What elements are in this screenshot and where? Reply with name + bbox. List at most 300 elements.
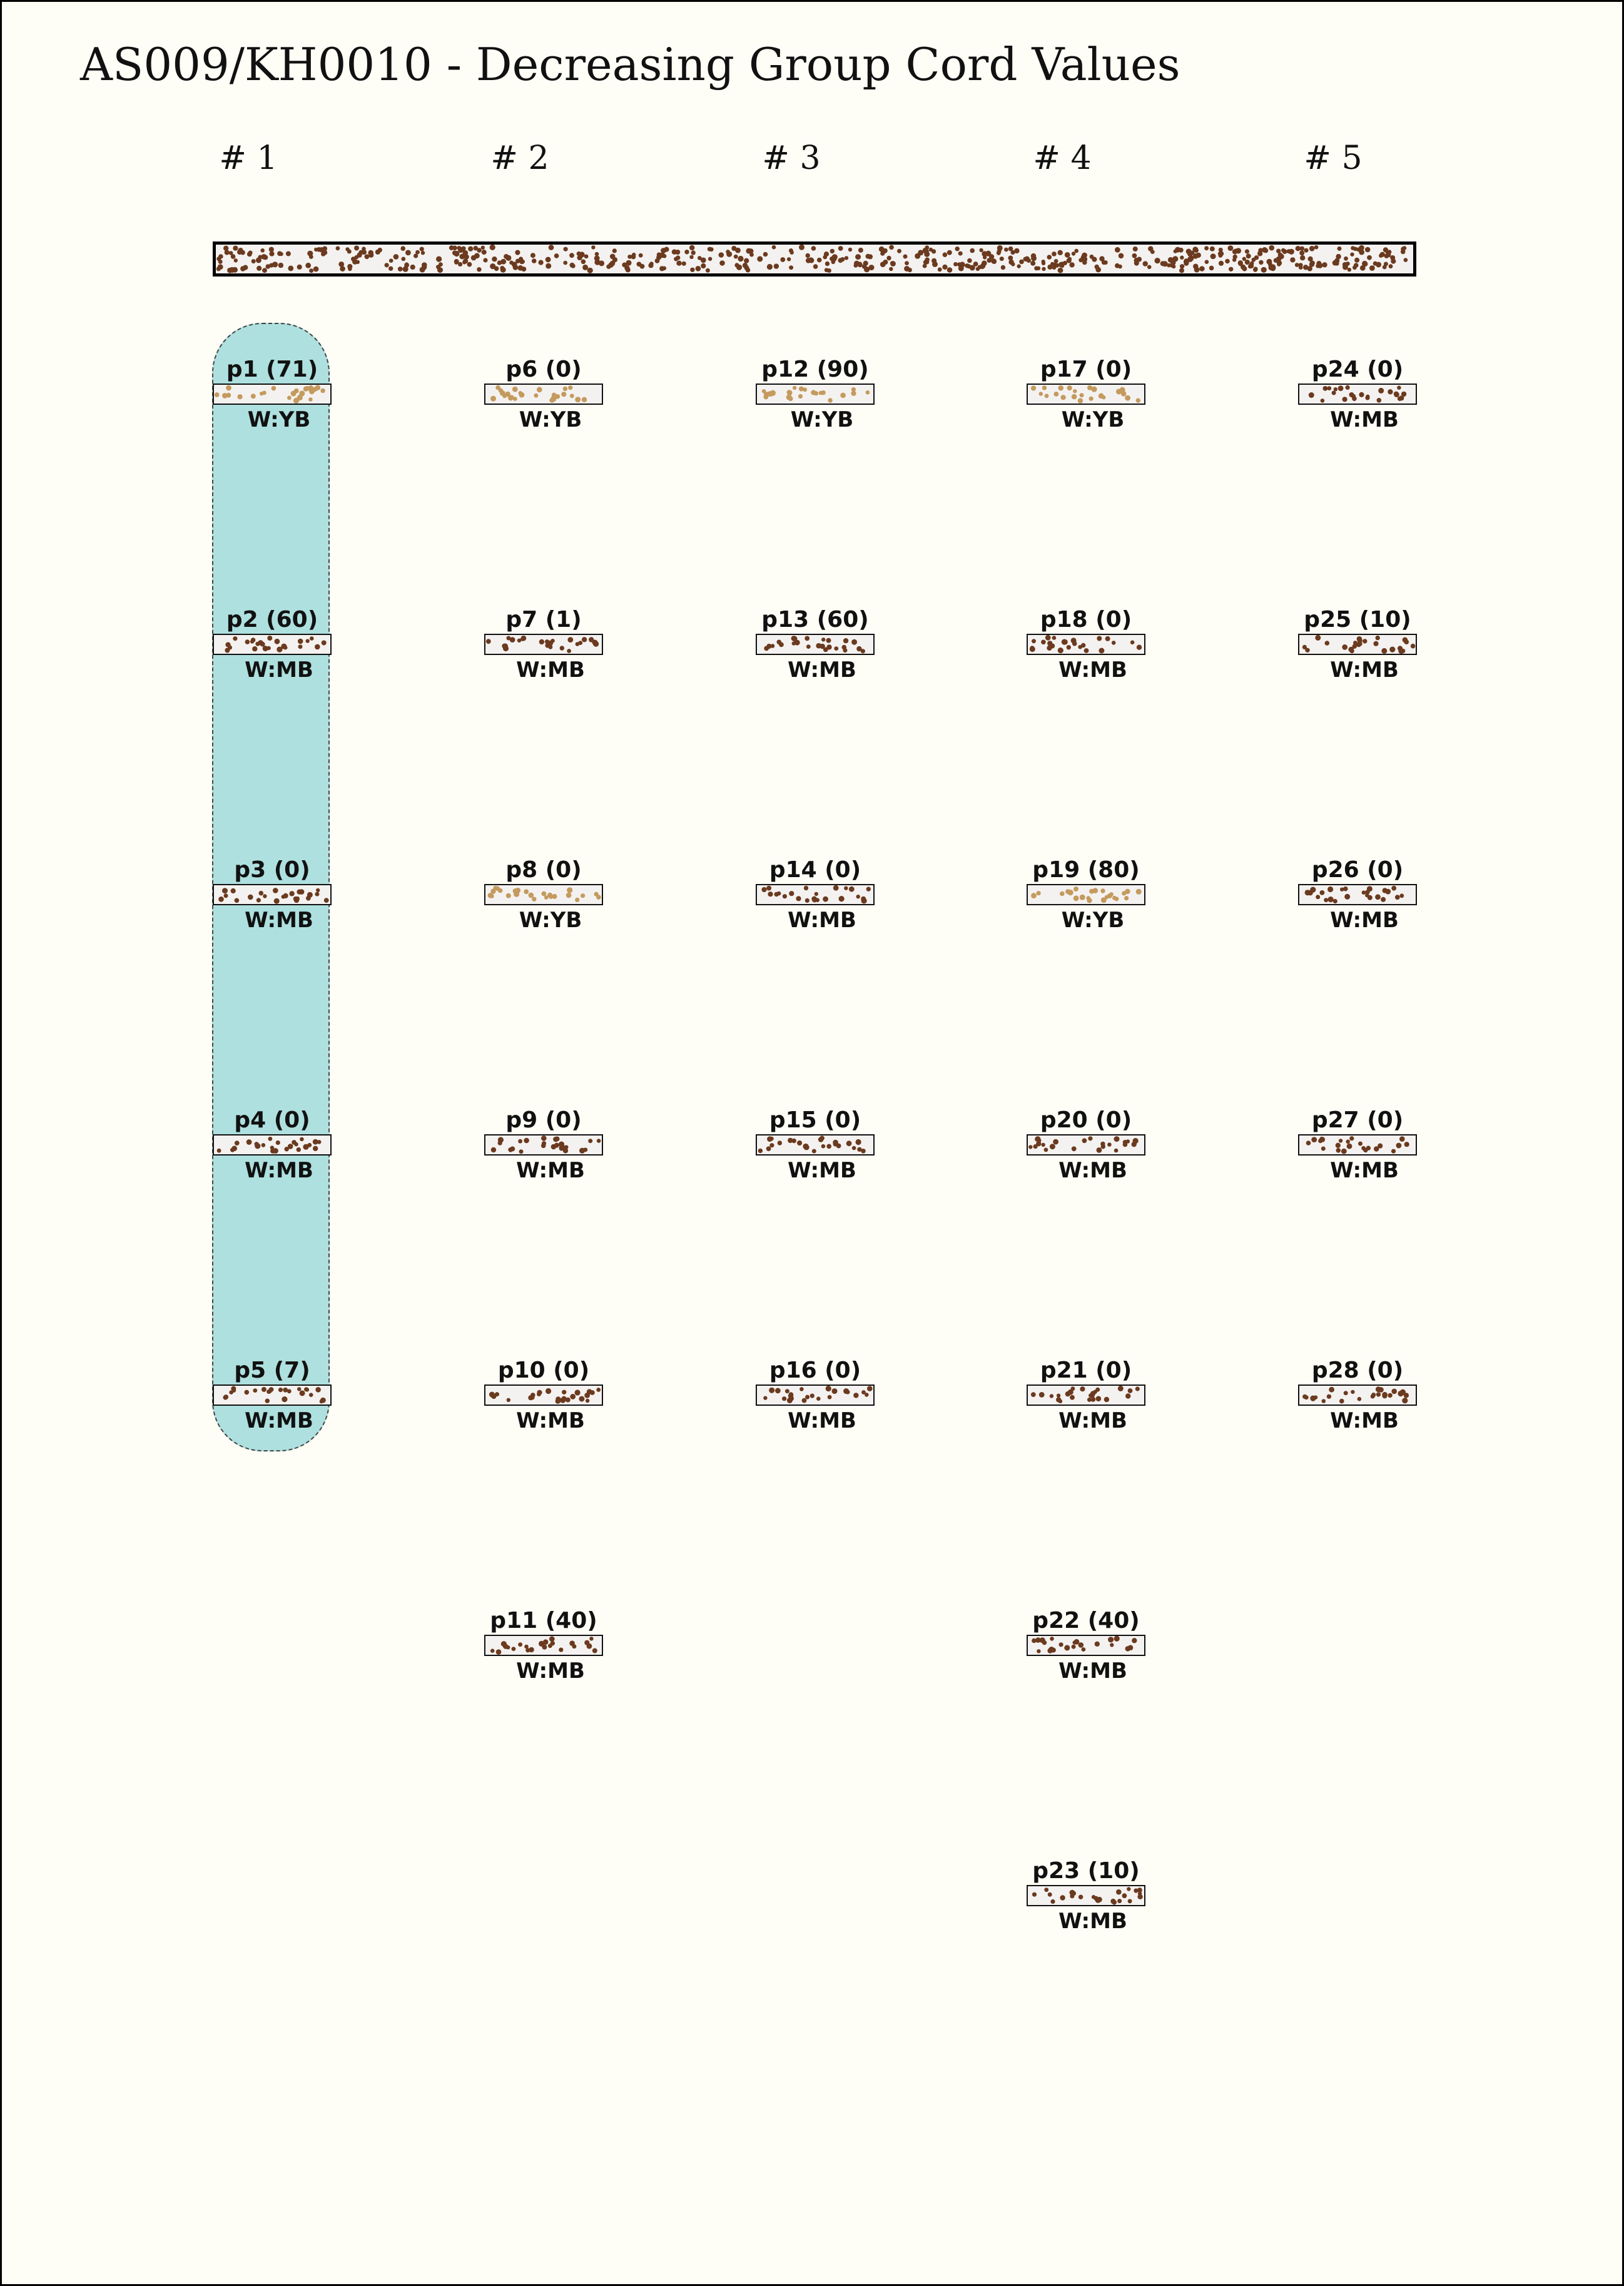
cord-fiber-dot (225, 648, 230, 653)
cord-fiber-dot (1209, 266, 1214, 271)
cord-fiber-dot (676, 261, 681, 266)
cord-fiber-dot (240, 266, 245, 271)
cord-fiber-dot (1367, 886, 1373, 892)
pendant-label: p10 (0) (497, 1358, 590, 1383)
cord-fiber-dot (622, 263, 627, 268)
cord-fiber-dot (1062, 639, 1068, 645)
cord-fiber-dot (246, 1139, 252, 1145)
cord-fiber-dot (1137, 257, 1142, 262)
cord-fiber-dot (840, 257, 845, 262)
cord-fiber-dot (1371, 1393, 1376, 1397)
cord-fiber-dot (365, 254, 370, 259)
pendant-label: p12 (90) (761, 357, 869, 382)
cord-fiber-dot (1104, 1397, 1109, 1402)
cord-fiber-dot (570, 394, 574, 398)
pendant-cord-bar (756, 884, 875, 905)
cord-fiber-dot (805, 1395, 809, 1400)
cord-fiber-dot (793, 386, 796, 390)
cord-fiber-dot (501, 1641, 507, 1647)
cord-fiber-dot (1333, 899, 1337, 903)
cord-fiber-dot (415, 250, 420, 255)
cord-fiber-dot (1204, 246, 1209, 250)
pendant-color: W:MB (1058, 1909, 1127, 1934)
cord-fiber-dot (767, 264, 773, 270)
pendant-cord (1298, 1356, 1417, 1436)
pendant-label: p14 (0) (769, 857, 861, 883)
pendant-color: W:MB (1330, 908, 1399, 933)
page-title: AS009/KH0010 - Decreasing Group Cord Values (80, 38, 1180, 91)
cord-fiber-dot (578, 641, 582, 645)
cord-fiber-dot (282, 1396, 287, 1402)
pendant-cord-texture (757, 635, 873, 654)
cord-fiber-dot (1030, 646, 1035, 652)
cord-fiber-dot (815, 892, 818, 896)
cord-fiber-dot (575, 397, 581, 402)
cord-fiber-dot (261, 1143, 266, 1147)
pendant-color: W:YB (1061, 407, 1125, 432)
cord-fiber-dot (866, 390, 870, 395)
cord-fiber-dot (1194, 248, 1199, 253)
cord-fiber-dot (1031, 893, 1037, 898)
cord-fiber-dot (813, 264, 818, 269)
cord-fiber-dot (518, 1139, 522, 1144)
cord-fiber-dot (388, 267, 393, 271)
cord-fiber-dot (1097, 636, 1102, 641)
cord-fiber-dot (582, 265, 588, 270)
cord-fiber-dot (1363, 1148, 1368, 1152)
cord-fiber-dot (263, 894, 266, 898)
cord-fiber-dot (454, 259, 459, 264)
cord-fiber-dot (1030, 261, 1035, 266)
cord-fiber-dot (844, 886, 848, 890)
cord-fiber-dot (797, 1140, 802, 1146)
cord-fiber-dot (1080, 895, 1085, 900)
cord-fiber-dot (313, 1146, 318, 1151)
cord-fiber-dot (1041, 640, 1046, 645)
cord-fiber-dot (410, 265, 415, 270)
cord-fiber-dot (1082, 1647, 1086, 1652)
cord-fiber-dot (979, 248, 983, 252)
cord-fiber-dot (338, 262, 344, 267)
cord-fiber-dot (398, 267, 403, 272)
pendant-cord-texture (485, 635, 602, 654)
cord-fiber-dot (492, 257, 497, 262)
cord-fiber-dot (519, 1149, 524, 1154)
cord-fiber-dot (856, 646, 861, 651)
cord-fiber-dot (595, 252, 599, 257)
cord-fiber-dot (763, 1396, 767, 1400)
cord-fiber-dot (1050, 1394, 1053, 1398)
cord-fiber-dot (820, 1135, 825, 1140)
cord-fiber-dot (1058, 250, 1063, 255)
cord-fiber-dot (1127, 1887, 1130, 1891)
cord-fiber-dot (529, 893, 534, 898)
cord-fiber-dot (1155, 258, 1160, 263)
cord-fiber-dot (300, 1137, 304, 1142)
cord-fiber-dot (903, 255, 908, 259)
pendant-cord-bar (213, 384, 332, 405)
cord-fiber-dot (582, 637, 587, 642)
cord-fiber-dot (563, 387, 567, 391)
cord-fiber-dot (1373, 641, 1378, 646)
cord-fiber-dot (1125, 1393, 1130, 1398)
cord-fiber-dot (1210, 246, 1215, 251)
cord-fiber-dot (726, 250, 730, 254)
cord-fiber-dot (789, 1396, 794, 1401)
cord-fiber-dot (758, 1149, 763, 1153)
cord-fiber-dot (546, 263, 551, 269)
pendant-label: p4 (0) (234, 1107, 310, 1133)
cord-fiber-dot (273, 888, 278, 893)
cord-fiber-dot (1300, 255, 1305, 260)
pendant-cord (1298, 606, 1417, 685)
cord-fiber-dot (1078, 1642, 1084, 1648)
cord-fiber-dot (504, 254, 509, 259)
cord-fiber-dot (385, 263, 389, 267)
cord-fiber-dot (612, 248, 617, 253)
cord-fiber-dot (322, 641, 327, 646)
cord-fiber-dot (1321, 1147, 1326, 1151)
cord-fiber-dot (1341, 1149, 1347, 1154)
cord-fiber-dot (1042, 267, 1045, 271)
pendant-cord-bar (756, 1384, 875, 1406)
cord-fiber-dot (632, 253, 636, 257)
cord-fiber-dot (467, 262, 472, 267)
cord-fiber-dot (355, 255, 359, 260)
pendant-cord-texture (1028, 1386, 1144, 1405)
cord-fiber-dot (1337, 246, 1342, 251)
cord-fiber-dot (506, 893, 511, 898)
pendant-label: p5 (7) (234, 1358, 310, 1383)
cord-fiber-dot (1014, 248, 1019, 253)
cord-fiber-dot (1168, 257, 1174, 263)
pendant-cord (213, 1356, 332, 1436)
cord-fiber-dot (1397, 386, 1401, 390)
cord-fiber-dot (490, 396, 496, 402)
pendant-color: W:MB (245, 1158, 313, 1183)
cord-fiber-dot (1287, 249, 1291, 253)
cord-fiber-dot (556, 394, 561, 399)
cord-fiber-dot (1334, 387, 1337, 391)
cord-fiber-dot (1031, 385, 1036, 390)
pendant-cord-texture (485, 885, 602, 904)
cord-fiber-dot (1347, 1144, 1352, 1149)
pendant-label: p24 (0) (1311, 357, 1404, 382)
cord-fiber-dot (828, 1395, 832, 1400)
cord-fiber-dot (287, 396, 292, 400)
cord-fiber-dot (1136, 398, 1140, 402)
pendant-cord-bar (484, 884, 603, 905)
pendant-cord (1027, 1607, 1145, 1686)
cord-fiber-dot (1033, 1144, 1038, 1149)
cord-fiber-dot (789, 891, 794, 896)
cord-fiber-dot (1097, 1897, 1102, 1902)
cord-fiber-dot (880, 251, 885, 256)
pendant-cord-texture (485, 1636, 602, 1655)
cord-fiber-dot (858, 262, 862, 266)
cord-fiber-dot (556, 1399, 561, 1404)
cord-fiber-dot (542, 1645, 547, 1650)
cord-fiber-dot (766, 1146, 771, 1151)
cord-fiber-dot (1054, 392, 1059, 397)
cord-fiber-dot (889, 245, 894, 250)
pendant-cord-texture (1028, 385, 1144, 404)
cord-fiber-dot (1342, 397, 1347, 402)
pendant-cord (213, 1106, 332, 1186)
cord-fiber-dot (222, 888, 228, 893)
cord-fiber-dot (1328, 897, 1334, 902)
pendant-label: p13 (60) (761, 607, 869, 632)
cord-fiber-dot (1114, 1136, 1120, 1142)
cord-fiber-dot (1403, 638, 1408, 643)
cord-fiber-dot (477, 267, 481, 272)
cord-fiber-dot (1187, 257, 1193, 262)
cord-fiber-dot (827, 268, 831, 273)
cord-fiber-dot (798, 394, 803, 399)
cord-fiber-dot (768, 892, 773, 897)
cord-fiber-dot (811, 897, 817, 902)
cord-fiber-dot (230, 1148, 235, 1152)
cord-fiber-dot (1052, 251, 1057, 257)
cord-fiber-dot (1351, 246, 1355, 250)
cord-fiber-dot (1058, 268, 1063, 273)
cord-fiber-dot (347, 250, 352, 254)
pendant-cord-bar (756, 384, 875, 405)
cord-fiber-dot (282, 895, 285, 898)
cord-fiber-dot (588, 1139, 592, 1143)
cord-fiber-dot (879, 246, 885, 252)
cord-fiber-dot (503, 644, 508, 649)
pendant-cord-texture (214, 635, 330, 654)
cord-fiber-dot (825, 262, 830, 266)
cord-fiber-dot (610, 254, 616, 260)
cord-fiber-dot (1042, 260, 1045, 263)
cord-fiber-dot (252, 646, 257, 651)
cord-fiber-dot (297, 890, 302, 895)
cord-fiber-dot (1304, 248, 1308, 253)
pendant-cord-texture (1299, 885, 1416, 904)
cord-fiber-dot (1325, 641, 1330, 646)
cord-fiber-dot (943, 252, 948, 257)
cord-fiber-dot (1389, 264, 1393, 268)
cord-fiber-dot (1228, 245, 1234, 251)
cord-fiber-dot (436, 257, 442, 262)
pendant-cord-texture (757, 1135, 873, 1154)
cord-fiber-dot (857, 1147, 861, 1152)
cord-fiber-dot (591, 245, 595, 249)
pendant-cord-bar (1027, 1384, 1145, 1406)
cord-fiber-dot (532, 897, 536, 902)
cord-fiber-dot (1092, 1895, 1095, 1899)
cord-fiber-dot (627, 255, 632, 259)
cord-fiber-dot (1276, 257, 1282, 262)
cord-fiber-dot (251, 394, 256, 399)
cord-fiber-dot (1133, 246, 1138, 251)
cord-fiber-dot (555, 1137, 560, 1142)
cord-fiber-dot (1352, 265, 1357, 270)
cord-fiber-dot (832, 254, 838, 260)
cord-fiber-dot (834, 646, 838, 651)
cord-fiber-dot (227, 268, 233, 273)
cord-fiber-dot (421, 251, 425, 255)
group-label: # 5 (1304, 140, 1363, 177)
cord-fiber-dot (1306, 1140, 1311, 1146)
cord-fiber-dot (824, 251, 829, 257)
cord-fiber-dot (890, 261, 896, 267)
cord-fiber-dot (719, 252, 724, 258)
cord-fiber-dot (738, 256, 743, 262)
cord-fiber-dot (1004, 248, 1008, 252)
cord-fiber-dot (1338, 385, 1344, 391)
cord-fiber-dot (706, 268, 710, 273)
pendant-label: p20 (0) (1040, 1107, 1132, 1133)
pendant-color: W:YB (519, 407, 582, 432)
cord-fiber-dot (439, 262, 443, 267)
cord-fiber-dot (1323, 386, 1328, 391)
cord-fiber-dot (1084, 648, 1089, 653)
cord-fiber-dot (1400, 1389, 1406, 1395)
cord-fiber-dot (464, 254, 469, 259)
cord-fiber-dot (897, 249, 901, 253)
cord-fiber-dot (404, 263, 409, 268)
cord-fiber-dot (589, 1637, 593, 1640)
cord-fiber-dot (1246, 253, 1251, 258)
cord-fiber-dot (785, 1389, 789, 1393)
cord-fiber-dot (1376, 636, 1380, 640)
cord-fiber-dot (1316, 264, 1320, 268)
pendant-cord (484, 1356, 603, 1436)
cord-fiber-dot (1254, 267, 1258, 271)
cord-fiber-dot (1125, 395, 1130, 401)
pendant-label: p18 (0) (1040, 607, 1132, 632)
cord-fiber-dot (1088, 1136, 1092, 1140)
cord-fiber-dot (1095, 265, 1099, 269)
cord-fiber-dot (1302, 645, 1307, 649)
pendant-cord (213, 606, 332, 685)
cord-fiber-dot (689, 245, 694, 250)
pendant-label: p8 (0) (505, 857, 582, 883)
cord-fiber-dot (1102, 260, 1106, 265)
cord-fiber-dot (272, 386, 277, 391)
cord-fiber-dot (1073, 895, 1079, 901)
cord-fiber-dot (1399, 1136, 1405, 1142)
cord-fiber-dot (309, 389, 315, 394)
cord-fiber-dot (1112, 1900, 1117, 1905)
pendant-color: W:MB (1330, 407, 1399, 432)
cord-fiber-dot (1095, 1388, 1100, 1392)
cord-fiber-dot (270, 1149, 275, 1154)
cord-fiber-dot (1234, 248, 1238, 253)
cord-fiber-dot (532, 258, 537, 263)
pendant-cord (1298, 856, 1417, 935)
cord-fiber-dot (1174, 249, 1177, 253)
cord-fiber-dot (1391, 1389, 1397, 1394)
cord-fiber-dot (483, 258, 487, 262)
pendant-cord (213, 355, 332, 435)
cord-fiber-dot (696, 266, 701, 272)
cord-fiber-dot (883, 260, 888, 265)
pendant-label: p9 (0) (505, 1107, 582, 1133)
cord-fiber-dot (1259, 260, 1263, 265)
cord-fiber-dot (1008, 246, 1013, 251)
pendant-cord-texture (214, 1135, 330, 1154)
cord-fiber-dot (216, 257, 221, 261)
cord-fiber-dot (1047, 646, 1052, 651)
cord-fiber-dot (223, 1395, 228, 1400)
cord-fiber-dot (530, 253, 535, 258)
cord-fiber-dot (226, 393, 231, 398)
group-label: # 2 (490, 140, 549, 177)
cord-fiber-dot (1269, 245, 1274, 251)
cord-fiber-dot (274, 898, 280, 904)
cord-fiber-dot (961, 263, 965, 267)
cord-fiber-dot (1039, 1392, 1045, 1398)
cord-fiber-dot (763, 252, 768, 257)
pendant-color: W:YB (247, 407, 311, 432)
cord-fiber-dot (1072, 394, 1077, 400)
cord-fiber-dot (232, 267, 238, 273)
cord-fiber-dot (500, 267, 506, 273)
cord-fiber-dot (320, 389, 325, 394)
cord-fiber-dot (1035, 1137, 1039, 1142)
cord-fiber-dot (1378, 388, 1384, 394)
cord-fiber-dot (1363, 639, 1367, 643)
cord-fiber-dot (1078, 398, 1083, 403)
cord-fiber-dot (1008, 256, 1013, 261)
cord-fiber-dot (744, 258, 749, 263)
pendant-cord-bar (1027, 384, 1145, 405)
cord-fiber-dot (787, 257, 791, 261)
cord-fiber-dot (324, 898, 329, 903)
cord-fiber-dot (1045, 635, 1051, 641)
cord-fiber-dot (320, 1400, 323, 1403)
cord-fiber-dot (655, 258, 660, 263)
cord-fiber-dot (1065, 1391, 1070, 1396)
cord-fiber-dot (734, 255, 738, 259)
pendant-cord-texture (1299, 1386, 1416, 1405)
cord-fiber-dot (1116, 1889, 1122, 1895)
cord-fiber-dot (806, 253, 810, 258)
cord-fiber-dot (231, 888, 236, 893)
cord-fiber-dot (1327, 386, 1331, 390)
cord-fiber-dot (1359, 250, 1364, 255)
cord-fiber-dot (1321, 399, 1325, 403)
cord-fiber-dot (938, 267, 942, 272)
pendant-cord-bar (213, 884, 332, 905)
cord-fiber-dot (269, 251, 274, 257)
cord-fiber-dot (1266, 259, 1272, 265)
cord-fiber-dot (833, 1141, 838, 1146)
cord-fiber-dot (1023, 257, 1028, 262)
cord-fiber-dot (490, 889, 495, 894)
cord-fiber-dot (942, 265, 947, 270)
pendant-cord (756, 1356, 875, 1436)
pendant-label: p7 (1) (505, 607, 582, 632)
cord-fiber-dot (1342, 265, 1348, 270)
cord-fiber-dot (560, 646, 564, 650)
cord-fiber-dot (1303, 265, 1308, 270)
cord-fiber-dot (1130, 641, 1135, 645)
cord-fiber-dot (293, 398, 299, 404)
cord-fiber-dot (226, 385, 231, 391)
cord-fiber-dot (543, 1639, 549, 1645)
cord-fiber-dot (277, 251, 282, 256)
cord-fiber-dot (1044, 1148, 1048, 1152)
cord-fiber-dot (1344, 1391, 1348, 1395)
cord-fiber-dot (1137, 645, 1142, 650)
cord-fiber-dot (861, 898, 867, 903)
cord-fiber-dot (1395, 895, 1400, 900)
